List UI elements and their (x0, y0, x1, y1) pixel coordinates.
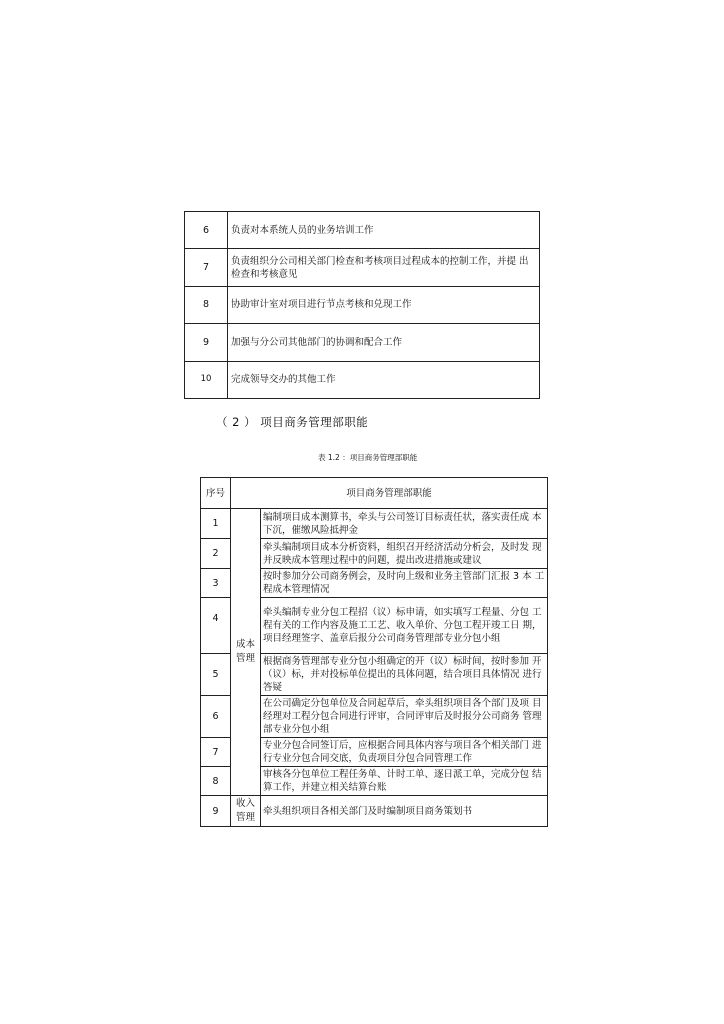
row-text: 协助审计室对项目进行节点考核和兑现工作 (228, 286, 540, 323)
row-number: 8 (185, 286, 228, 323)
table-caption: 表 1.2 ：项目商务管理部职能 (318, 453, 418, 462)
row-text: 牵头编制项目成本分析资料，组织召开经济活动分析会，及时发 现并反映成本管理过程中的问题，提出改进措施或建议 (261, 539, 548, 569)
category-cost: 成本 管理 (231, 509, 261, 796)
header-no: 序号 (201, 478, 231, 509)
row-number: 7 (201, 738, 231, 767)
row-text: 按时参加分公司商务例会，及时向上级和业务主管部门汇报 3 本 工程成本管理情况 (261, 569, 548, 598)
row-number: 7 (185, 249, 228, 286)
row-number: 9 (185, 324, 228, 361)
section-heading: （ 2 ） 项目商务管理部职能 (216, 415, 369, 429)
business-dept-table (200, 477, 548, 827)
table-row (185, 324, 540, 361)
row-text: 负责对本系统人员的业务培训工作 (228, 212, 540, 249)
header-title: 项目商务管理部职能 (231, 478, 548, 509)
category-income: 收入 管理 (231, 796, 261, 827)
row-number: 4 (201, 598, 231, 654)
table-row (185, 249, 540, 286)
row-text: 审核各分包单位工程任务单、计时工单、逐日派工单，完成分包 结算工作，并建立相关结算台账 (261, 767, 548, 796)
row-number: 5 (201, 654, 231, 696)
table-row (201, 509, 548, 539)
row-text: 负责组织分公司相关部门检查和考核项目过程成本的控制工作，并提 出检查和考核意见 (228, 249, 540, 286)
row-text: 牵头组织项目各相关部门及时编制项目商务策划书 (261, 796, 548, 827)
row-text: 根据商务管理部专业分包小组确定的开（议）标时间，按时参加 开（议）标，并对投标单位提出的具体问题，结合项目具体情况 进行答疑 (261, 654, 548, 696)
row-number: 6 (185, 212, 228, 249)
table-row (185, 361, 540, 398)
row-number: 6 (201, 696, 231, 738)
table-row (185, 212, 540, 249)
row-text: 牵头编制专业分包工程招（议）标申请，如实填写工程量、分包 工程有关的工作内容及施工工艺、收入单价、分包工程开竣工日 期，项目经理签字、盖章后报分公司商务管理部专业分包小组 (261, 598, 548, 654)
row-number: 1 (201, 509, 231, 539)
row-number: 10 (185, 361, 228, 398)
row-text: 在公司确定分包单位及合同起草后，牵头组织项目各个部门及项 目经理对工程分包合同进行评审，合同评审后及时报分公司商务 管理部专业分包小组 (261, 696, 548, 738)
row-text: 完成领导交办的其他工作 (228, 361, 540, 398)
top-responsibility-table (184, 211, 540, 399)
table-row (201, 796, 548, 827)
row-number: 2 (201, 539, 231, 569)
table-row (185, 286, 540, 323)
row-number: 9 (201, 796, 231, 827)
row-text: 专业分包合同签订后，应根据合同具体内容与项目各个相关部门 进行专业分包合同交底，负责项目分包合同管理工作 (261, 738, 548, 767)
row-number: 8 (201, 767, 231, 796)
row-number: 3 (201, 569, 231, 598)
table-header-row (201, 478, 548, 509)
row-text: 编制项目成本测算书，牵头与公司签订目标责任状，落实责任成 本下沉，催缴风险抵押金 (261, 509, 548, 539)
row-text: 加强与分公司其他部门的协调和配合工作 (228, 324, 540, 361)
